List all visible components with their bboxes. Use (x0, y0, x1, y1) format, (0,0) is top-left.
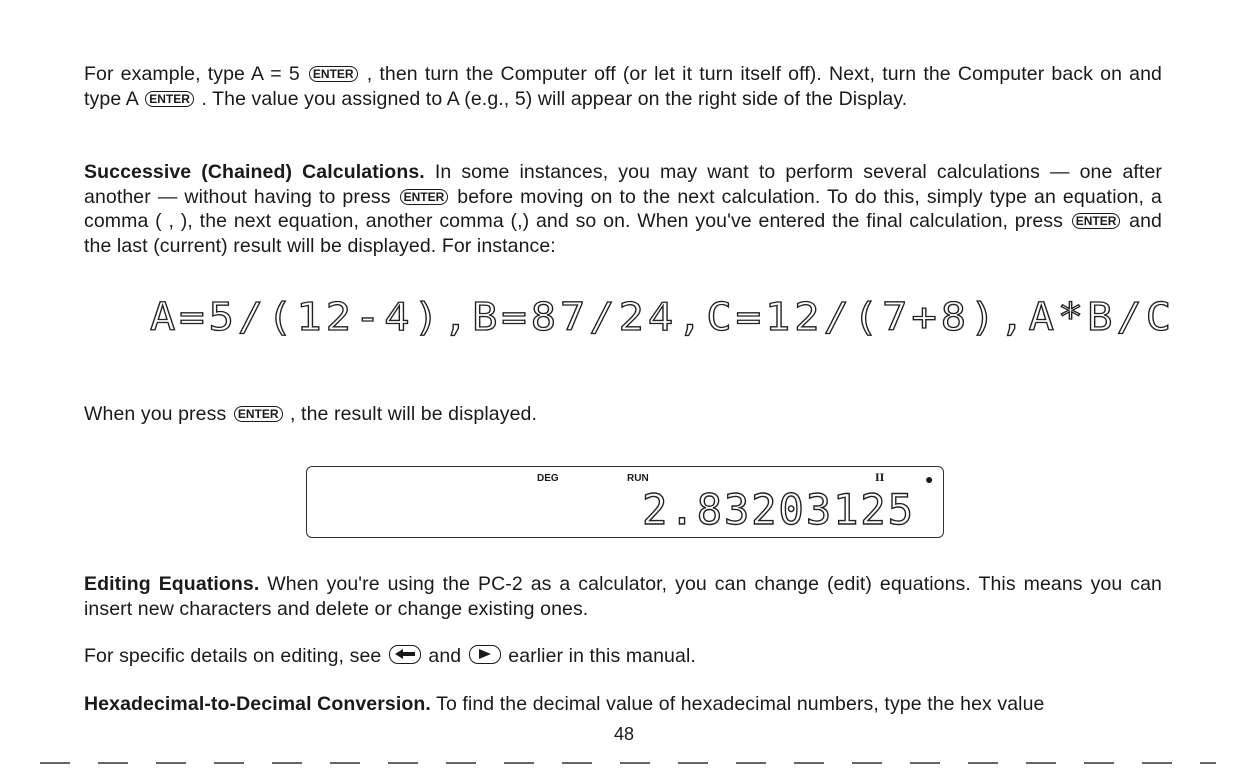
enter-key-icon: ENTER (309, 66, 358, 82)
paragraph-hex-conversion: Hexadecimal-to-Decimal Conversion. To find the decimal value of hexadecimal numbers, type the hex value (84, 693, 1045, 715)
enter-key-icon: ENTER (400, 189, 449, 205)
enter-key-icon: ENTER (145, 91, 194, 107)
run-indicator: RUN (627, 473, 649, 484)
mode-indicator: II (875, 473, 885, 484)
display-value: 2.83203125 (642, 485, 915, 534)
right-arrow-key-icon (469, 645, 501, 664)
left-arrow-key-icon (389, 645, 421, 664)
paragraph-editing-details: For specific details on editing, see and earlier in this manual. (84, 645, 696, 667)
page-number: 48 (614, 724, 635, 744)
section-heading: Editing Equations. (84, 573, 260, 595)
calculator-display (306, 466, 944, 538)
section-heading: Successive (Chained) Calculations. (84, 161, 425, 183)
enter-key-icon: ENTER (234, 406, 283, 422)
bottom-dashed-rule (40, 758, 1216, 768)
example-equation-line: A=5/(12-4),B=87/24,C=12/(7+8),A*B/C (150, 293, 1176, 340)
section-heading: Hexadecimal-to-Decimal Conversion. (84, 693, 431, 715)
dot-indicator-icon: ● (925, 471, 934, 487)
paragraph-result: When you press ENTER , the result will be displayed. (84, 403, 537, 425)
enter-key-icon: ENTER (1072, 213, 1121, 229)
paragraph-example: For example, type A = 5 ENTER , then turn the Computer off (or let it turn itself off). Next, turn the Computer back on and type A ENTER . The value you assigned to A (e.g., 5) will appear on the right side of the Display. (84, 63, 1162, 110)
paragraph-editing: Editing Equations. When you're using the PC-2 as a calculator, you can change (edit) equations. This means you can insert new characters and delete or change existing ones. (84, 573, 1162, 620)
paragraph-chained-calculations: Successive (Chained) Calculations. In some instances, you may want to perform several calculations — one after another — without having to press ENTER before moving on to the next calculation. To do this, simply type an equation, a comma ( , ), the next equation, another comma (,) and so on. When you've entered the final calculation, press ENTER and the last (current) result will be displayed. For instance: (84, 161, 1162, 257)
deg-indicator: DEG (537, 473, 559, 484)
